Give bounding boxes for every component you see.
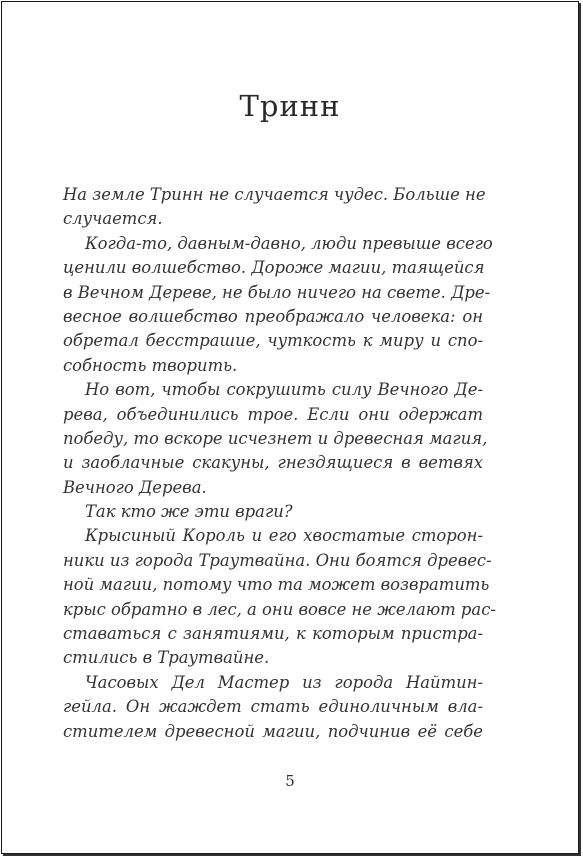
text-line: Но вот, чтобы сокрушить силу Вечного Де- [85, 380, 483, 400]
text-line: Вечного Дерева. [63, 477, 207, 497]
book-page [1, 1, 579, 854]
page-number: 5 [285, 772, 295, 790]
text-line: ной магии, потому что та может возвратить [63, 575, 490, 595]
text-line: Часовых Дел Мастер из города Найтин- [85, 672, 483, 692]
text-line: стились в Траутвайне. [63, 648, 270, 668]
text-line: Когда-то, давным-давно, люди превыше всего [85, 233, 493, 253]
body-text [63, 183, 496, 744]
text-line: Так кто же эти враги? [85, 502, 293, 522]
text-line: ценили волшебство. Дороже магии, таящейся [63, 258, 485, 278]
text-line: крыс обратно в лес, а они вовсе не желают рас- [63, 599, 496, 619]
text-line: Крысиный Король и его хвостатые сторон- [85, 526, 483, 546]
text-line: обретал бесстрашие, чуткость к миру и спо- [63, 331, 483, 351]
text-line: гейла. Он жаждет стать единоличным вла- [63, 697, 483, 717]
chapter-title: Тринн [239, 89, 341, 123]
text-line: и заоблачные скакуны, гнездящиеся в ветвях [63, 453, 483, 473]
text-line: На земле Тринн не случается чудес. Больше не [63, 185, 486, 204]
text-line: ставаться с занятиями, к которым пристра- [63, 624, 483, 644]
text-line: победу, то вскоре исчезнет и древесная магия, [63, 428, 488, 448]
text-line: собность творить. [63, 355, 238, 375]
text-line: случается. [63, 209, 163, 229]
text-line: ники из города Траутвайна. Они боятся древес- [63, 550, 492, 570]
text-line: в Вечном Дереве, не было ничего на свете. Дре- [63, 282, 491, 302]
text-line: стителем древесной магии, подчинив её себе [63, 721, 483, 741]
text-line: рева, объединились трое. Если они одержат [63, 404, 483, 424]
text-line: весное волшебство преображало человека: он [63, 306, 483, 326]
